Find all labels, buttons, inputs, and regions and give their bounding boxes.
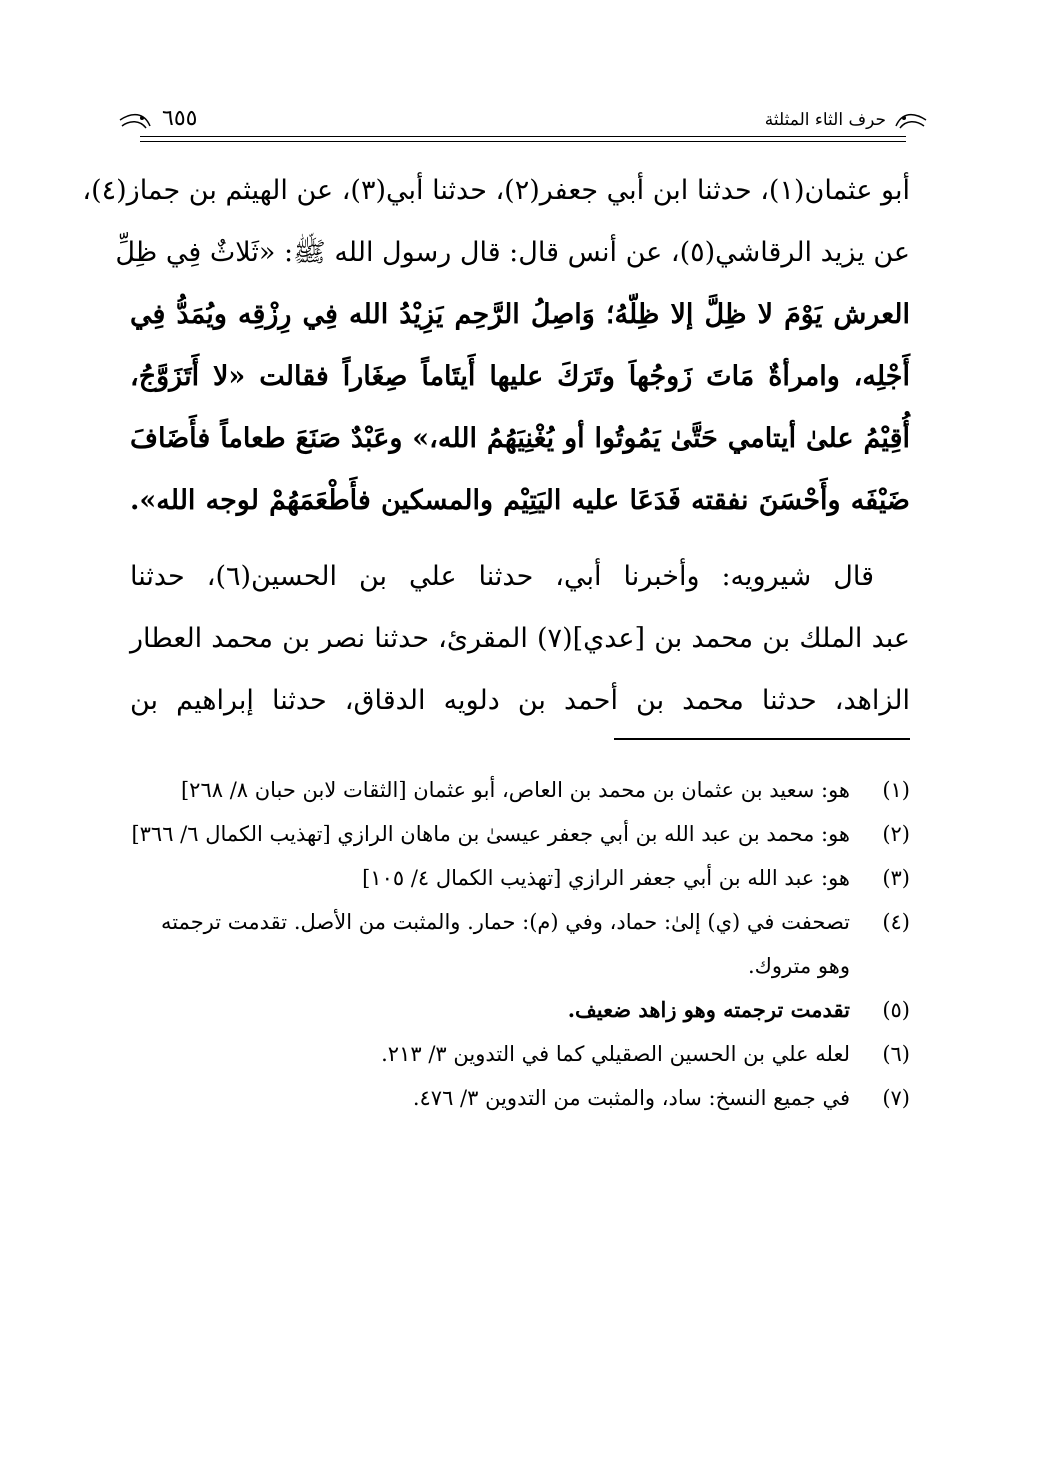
footnote — [130, 1076, 910, 1120]
body-line: قال شيرويه: وأخبرنا أبي، حدثنا علي بن الحسين(٦)، حدثنا — [130, 561, 874, 592]
body-line: الزاهد، حدثنا محمد بن أحمد بن دلويه الدقاق، حدثنا إبراهيم بن — [130, 685, 910, 716]
footnote-text: لعله علي بن الحسين الصقيلي كما في التدوين ٣/ ٢١٣. — [381, 1042, 850, 1066]
footnotes — [130, 768, 910, 1120]
paragraph-gap — [130, 532, 910, 546]
footnote-text: تصحفت في (ي) إلىٰ: حماد، وفي (م): حمار. والمثبت من الأصل. تقدمت ترجمته وهو متروك. — [160, 910, 850, 978]
footnote-text: هو: عبد الله بن أبي جعفر الرازي [تهذيب الكمال ٤/ ١٠٥] — [362, 866, 850, 890]
footnote — [130, 768, 910, 812]
footnote-text: في جميع النسخ: ساد، والمثبت من التدوين ٣/ ٤٧٦. — [412, 1086, 850, 1110]
footnote-number: (٣) — [882, 866, 910, 890]
header-title: حرف الثاء المثلثة — [764, 110, 886, 130]
main-text — [82, 160, 910, 732]
page-number: ٦٥٥ — [162, 106, 198, 131]
hadith-line: أُقِيْمُ علىٰ أيتامي حَتَّىٰ يَمُوتُوا أو يُغْنِيَهُمُ الله،» وعَبْدٌ صَنَعَ طعاماً فأَضَافَ — [130, 423, 910, 454]
header-rule — [140, 136, 906, 142]
footnote-number: (٥) — [882, 998, 910, 1022]
footnote-number: (٧) — [882, 1086, 910, 1110]
footnote — [130, 988, 910, 1032]
footnote-text: هو: محمد بن عبد الله بن أبي جعفر عيسىٰ بن ماهان الرازي [تهذيب الكمال ٦/ ٣٦٦] — [131, 822, 850, 846]
footnote-separator — [614, 738, 910, 740]
footnote-number: (٦) — [882, 1042, 910, 1066]
footnote — [130, 1032, 910, 1076]
ornament-icon — [118, 108, 152, 132]
footnote-text: تقدمت ترجمته وهو زاهد ضعيف. — [567, 997, 850, 1022]
hadith-line: العرش يَوْمَ لا ظِلَّ إلا ظِلّهُ؛ وَاصِلُ الرَّحِم يَزِيْدُ الله فِي رِزْقِه ويُمَدُّ فِي — [130, 299, 910, 330]
footnote-number: (٤) — [882, 910, 910, 934]
hadith-line: ضَيْفَه وأَحْسَنَ نفقته فَدَعَا عليه اليَتِيْم والمسكين فأَطْعَمَهُمْ لوجه الله». — [130, 485, 910, 516]
ornament-icon — [894, 108, 928, 132]
footnote — [130, 900, 910, 988]
footnote — [130, 856, 910, 900]
footnote — [130, 812, 910, 856]
body-line: عن يزيد الرقاشي(٥)، عن أنس قال: قال رسول الله ﷺ: «ثَلاثٌ فِي ظِلِّ — [115, 237, 910, 268]
footnote-number: (١) — [882, 778, 910, 802]
hadith-line: أَجْلِه، وامرأةٌ مَاتَ زَوجُهاَ وتَرَكَ عليها أَيتَاماً صِغَاراً فقالت «لا أَتَزَوَّجُ، — [130, 361, 910, 392]
body-line: عبد الملك بن محمد بن [عدي](٧) المقرئ، حدثنا نصر بن محمد العطار — [130, 623, 910, 654]
footnote-text: هو: سعيد بن عثمان بن محمد بن العاص، أبو عثمان [الثقات لابن حبان ٨/ ٢٦٨] — [180, 778, 850, 802]
running-header — [118, 104, 928, 142]
footnote-number: (٢) — [882, 822, 910, 846]
body-line: أبو عثمان(١)، حدثنا ابن أبي جعفر(٢)، حدثنا أبي(٣)، عن الهيثم بن جماز(٤)، — [82, 175, 910, 206]
